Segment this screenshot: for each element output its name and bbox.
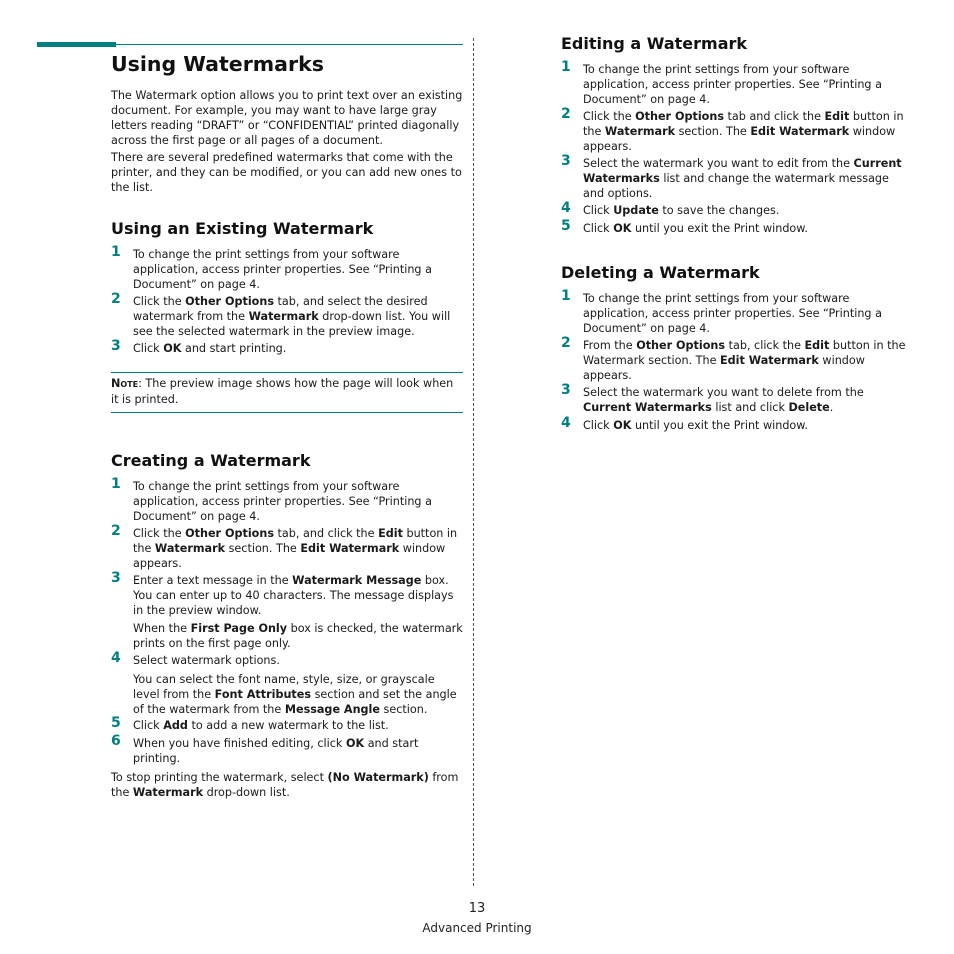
step-number: 5 [111, 715, 121, 731]
footer-section-title: Advanced Printing [422, 921, 532, 935]
step-text: Click the Other Options tab, and select the desired watermark from the Watermark drop-down list. You will see the selected watermark in the preview image. [133, 295, 451, 338]
note-text: Note: The preview image shows how the page will look when it is printed. [111, 377, 454, 406]
stop-paragraph: To stop printing the watermark, select (No Watermark) from the Watermark drop-down list. [111, 771, 459, 799]
step-number: 2 [561, 335, 571, 351]
page-number: 13 [468, 901, 486, 916]
step-text: Click Update to save the changes. [583, 204, 780, 217]
step-number: 6 [111, 733, 121, 749]
step-number: 4 [111, 650, 121, 666]
heading-creating: Creating a Watermark [111, 451, 311, 470]
step-text: To change the print settings from your software application, access printer properties. See “Printing a Document” on page 4. [583, 292, 882, 335]
step-text: From the Other Options tab, click the Edit button in the Watermark section. The Edit Watermark window appears. [583, 339, 906, 382]
top-rule-accent [37, 42, 116, 47]
step-text: To change the print settings from your software application, access printer properties. See “Printing a Document” on page 4. [133, 248, 432, 291]
step-number: 1 [561, 288, 571, 304]
step-text: Click the Other Options tab and click the Edit button in the Watermark section. The Edit Watermark window appears. [583, 110, 904, 153]
intro-paragraph-2: There are several predefined watermarks that come with the printer, and they can be modified, or you can add new ones to the list. [111, 151, 462, 194]
heading-editing: Editing a Watermark [561, 34, 748, 53]
step-number: 3 [111, 338, 121, 354]
step-number: 4 [561, 200, 571, 216]
step-text: To change the print settings from your software application, access printer properties. See “Printing a Document” on page 4. [133, 480, 432, 523]
step-text: Select watermark options. [133, 654, 280, 667]
step-number: 3 [111, 570, 121, 586]
step-number: 5 [561, 218, 571, 234]
heading-using-existing: Using an Existing Watermark [111, 219, 374, 238]
step-text: Click the Other Options tab, and click the Edit button in the Watermark section. The Edit Watermark window appears. [133, 527, 458, 570]
step-text: Click OK until you exit the Print window. [583, 419, 808, 432]
step-number: 2 [561, 106, 571, 122]
step-text: When you have finished editing, click OK and start printing. [133, 737, 419, 765]
step-number: 3 [561, 382, 571, 398]
step-number: 1 [111, 244, 121, 260]
step-number: 3 [561, 153, 571, 169]
step-number: 1 [111, 476, 121, 492]
step-text: Select the watermark you want to delete from the Current Watermarks list and click Delete. [583, 386, 864, 414]
step-text: To change the print settings from your software application, access printer properties. See “Printing a Document” on page 4. [583, 63, 882, 106]
page-title: Using Watermarks [111, 52, 324, 76]
step-text: Click OK until you exit the Print window. [583, 222, 808, 235]
intro-paragraph-1: The Watermark option allows you to print text over an existing document. For example, you may want to have large gray letters reading “DRAFT” or “CONFIDENTIAL” printed diagonally across the first page or all pages of a document. [111, 89, 463, 147]
top-rule [116, 44, 463, 45]
step-number: 1 [561, 59, 571, 75]
step-text: Click Add to add a new watermark to the list. [133, 719, 389, 732]
step-text: Select the watermark you want to edit from the Current Watermarks list and change the watermark message and options. [583, 157, 902, 200]
step-number: 4 [561, 415, 571, 431]
step-number: 2 [111, 291, 121, 307]
column-divider [473, 38, 474, 886]
step-text: Click OK and start printing. [133, 342, 287, 355]
step-subparagraph: You can select the font name, style, size, or grayscale level from the Font Attributes section and set the angle of the watermark from the Message Angle section. [133, 673, 457, 716]
step-text: Enter a text message in the Watermark Message box. You can enter up to 40 characters. The message displays in the preview window. [133, 574, 454, 617]
heading-deleting: Deleting a Watermark [561, 263, 760, 282]
step-subparagraph: When the First Page Only box is checked, the watermark prints on the first page only. [133, 622, 463, 650]
step-number: 2 [111, 523, 121, 539]
